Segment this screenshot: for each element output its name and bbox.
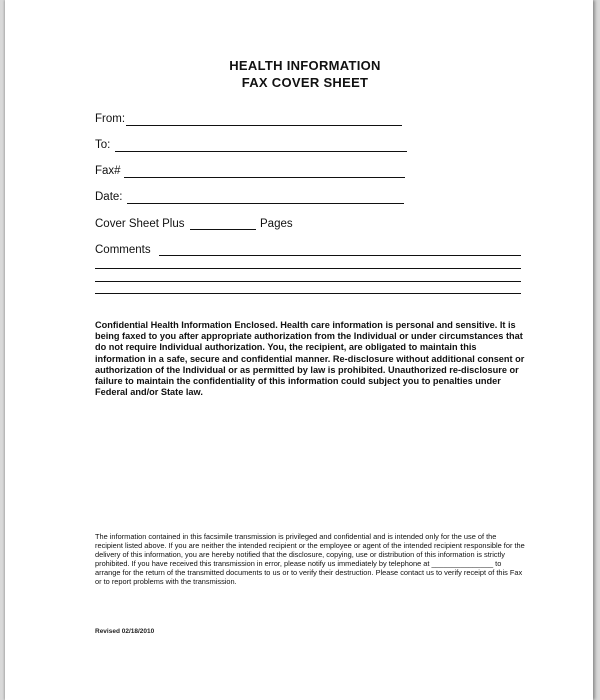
date-field-line[interactable] [127,203,404,204]
comments-line-3[interactable] [95,281,521,282]
to-label: To: [95,139,111,151]
document-subtitle: FAX COVER SHEET [241,75,369,90]
revision-date: Revised 02/18/2010 [95,628,155,635]
document-title: HEALTH INFORMATION [229,58,381,73]
pages-count-line[interactable] [190,229,256,230]
comments-line-1[interactable] [159,255,521,256]
fax-cover-page [5,0,593,700]
date-label: Date: [95,191,123,203]
to-field-line[interactable] [115,151,407,152]
comments-line-4[interactable] [95,293,521,294]
confidentiality-notice: Confidential Health Information Enclosed. Health care information is personal and sensitive. It is being faxed to you after appropriate authorization from the Individual or under circumstances that do not require Individual authorization. You, the recipient, are obligated to maintain this information in a safe, secure and confidential manner. Re-disclosure without additional consent or authorization of the Individual or as permitted by law is prohibited. Unauthorized re-disclosure or failure to maintain the confidentiality of this information could subject you to penalties under Federal and/or State law. [95,320,525,398]
from-label: From: [95,113,126,125]
cover-sheet-label: Cover Sheet Plus [95,218,185,230]
fax-label: Fax# [95,165,121,177]
from-field-line[interactable] [126,125,402,126]
pages-label: Pages [260,218,293,230]
fax-field-line[interactable] [124,177,405,178]
comments-line-2[interactable] [95,268,521,269]
comments-label: Comments [95,244,151,256]
transmission-disclaimer: The information contained in this facsimile transmission is privileged and confidential and is intended only for the use of the recipient listed above. If you are neither the intended recipient or the employee or agent of the intended recipient responsible for the delivery of this information, you are hereby notified that the disclosure, copying, use or distribution of this information is strictly prohibited. If you have received this transmission in error, please notify us immediately by telephone at _______________ to arrange for the return of the transmitted documents to us or to verify their destruction. Please contact us to verify receipt of this Fax or to report problems with the transmission. [95,532,525,587]
